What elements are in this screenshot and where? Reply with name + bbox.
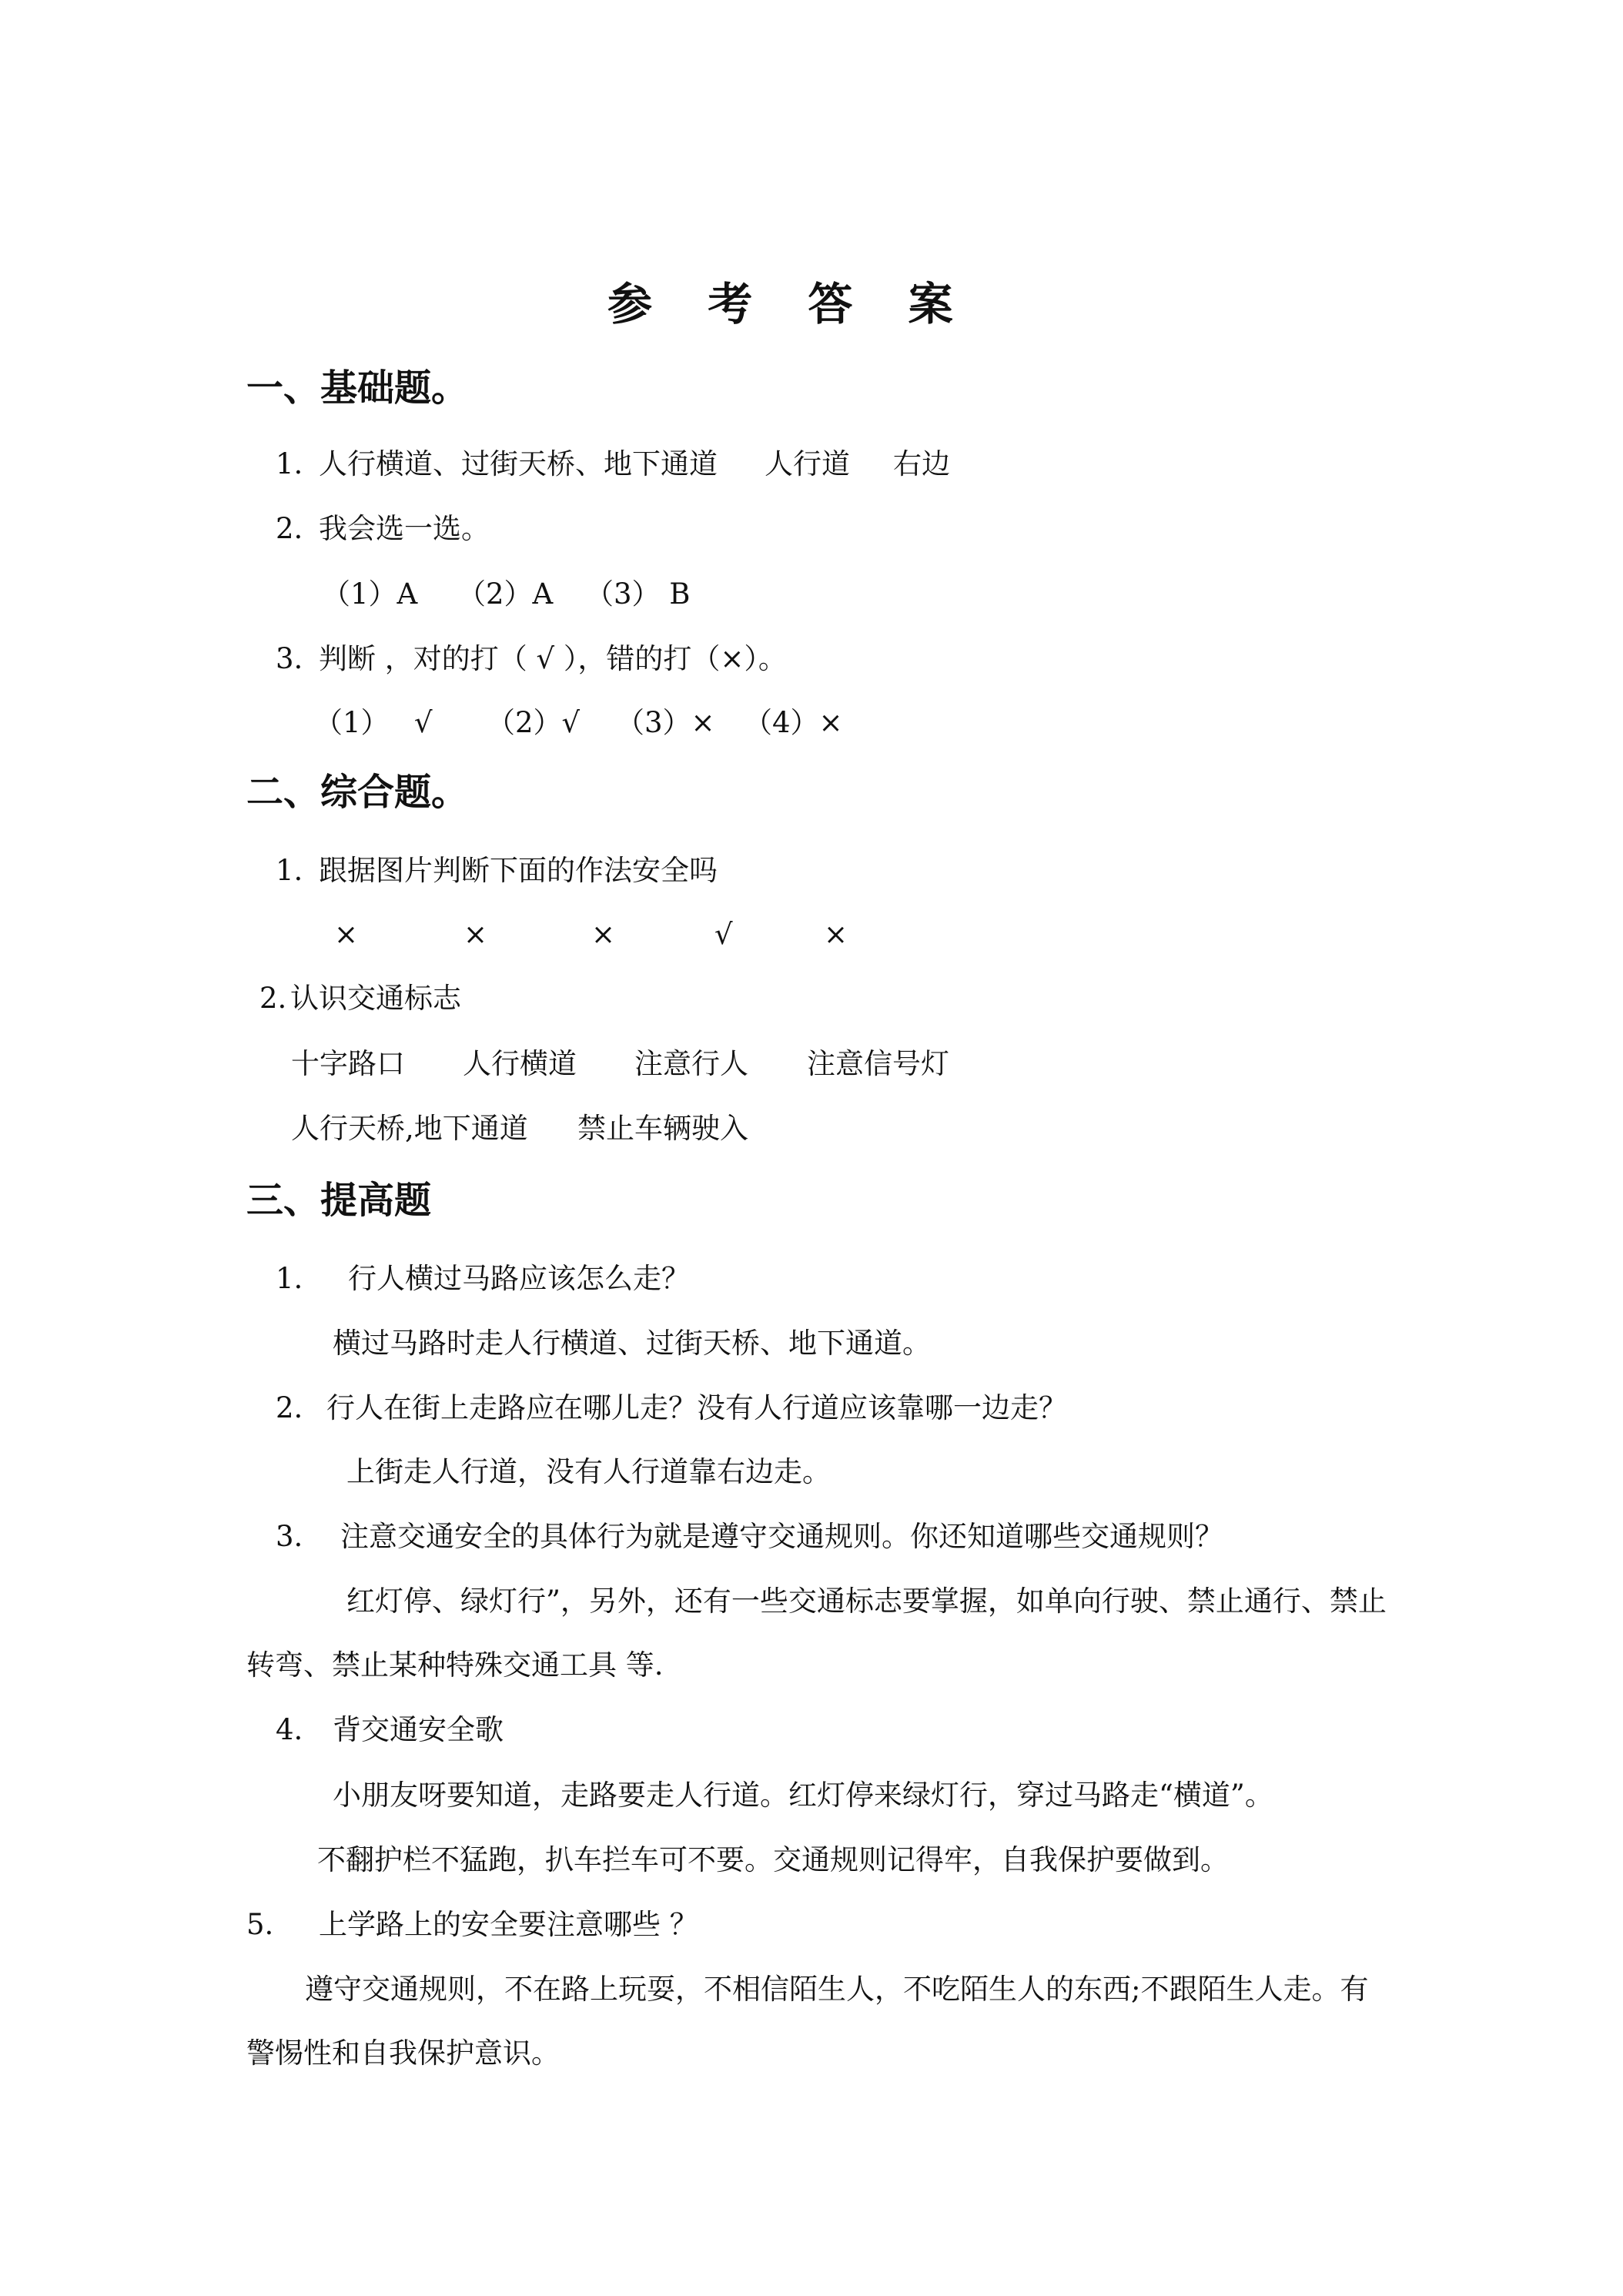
sign-answer: 人行横道 [463, 1047, 577, 1080]
answer-text: 不翻护栏不猛跑，扒车拦车可不要。交通规则记得牢，自我保护要做到。 [317, 1843, 1229, 1876]
question-text: 我会选一选。 [319, 512, 490, 545]
question-text: 上学路上的安全要注意哪些 ？ [319, 1908, 698, 1941]
question-text: 行人横过马路应该怎么走？ [348, 1262, 690, 1295]
sign-answer: 注意信号灯 [807, 1047, 949, 1080]
answer-text: 警惕性和自我保护意识。 [246, 2037, 560, 2070]
item-number: 3. [276, 1520, 303, 1553]
question-text: 背交通安全歌 [333, 1713, 504, 1746]
answer-text: 红灯停、绿灯行”，另外，还有一些交通标志要掌握，如单向行驶、禁止通行、禁止 [346, 1585, 1387, 1618]
choice-answer: （2）A [457, 577, 554, 611]
judge-answer: （4）× [744, 706, 843, 739]
judge-answer: （1） [314, 706, 390, 739]
answer-text: 人行道 [765, 447, 850, 480]
section-heading-basic: 一、基础题。 [246, 366, 469, 410]
answer-text: 上街走人行道，没有人行道靠右边走。 [346, 1455, 831, 1488]
mark-answer: × [824, 918, 848, 951]
mark-answer: × [463, 918, 488, 951]
item-number: 3. [276, 642, 303, 675]
section-heading-advanced: 三、提高题 [246, 1179, 432, 1222]
choice-answer: （1）A [322, 577, 418, 611]
answer-text: 人行横道、过街天桥、地下通道 [319, 447, 718, 480]
section-heading-comprehensive: 二、综合题。 [246, 771, 469, 814]
question-text: 判断 ，对的打（ √ ），错的打（×）。 [319, 642, 787, 675]
answer-text: 小朋友呀要知道，走路要走人行道。红灯停来绿灯行，穿过马路走“横道”。 [333, 1779, 1273, 1812]
judge-answer: （3）× [616, 706, 715, 739]
question-text: 注意交通安全的具体行为就是遵守交通规则。你还知道哪些交通规则？ [340, 1520, 1223, 1553]
question-text: 认识交通标志 [290, 982, 461, 1015]
judge-answer: √ [414, 706, 433, 739]
sign-answer: 注意行人 [634, 1047, 748, 1080]
item-number: 2. [276, 512, 303, 545]
answer-text: 横过马路时走人行横道、过街天桥、地下通道。 [333, 1327, 931, 1360]
sign-answer: 人行天桥,地下通道 [291, 1112, 528, 1145]
answer-text: 遵守交通规则，不在路上玩耍，不相信陌生人，不吃陌生人的东西;不跟陌生人走。有 [305, 1973, 1369, 2006]
item-number: 1. [276, 1262, 303, 1295]
item-number: 1. [276, 854, 303, 887]
judge-answer: （2）√ [487, 706, 581, 739]
item-number: 2. [259, 982, 287, 1015]
sign-answer: 禁止车辆驶入 [577, 1112, 748, 1145]
sign-answer: 十字路口 [291, 1047, 405, 1080]
item-number: 1. [276, 447, 303, 480]
question-text: 行人在街上走路应在哪儿走？没有人行道应该靠哪一边走？ [326, 1391, 1067, 1424]
mark-answer: × [591, 918, 616, 951]
question-text: 跟据图片判断下面的作法安全吗 [319, 854, 718, 887]
item-number: 4. [276, 1713, 303, 1746]
item-number: 2. [276, 1391, 303, 1424]
choice-answer: （3） B [585, 577, 691, 611]
answer-text: 右边 [893, 447, 950, 480]
mark-answer: √ [714, 918, 733, 951]
mark-answer: × [334, 918, 359, 951]
page-title: 参 考 答 案 [607, 278, 973, 330]
answer-text: 转弯、禁止某种特殊交通工具 等. [246, 1648, 664, 1682]
item-number: 5. [246, 1908, 274, 1941]
